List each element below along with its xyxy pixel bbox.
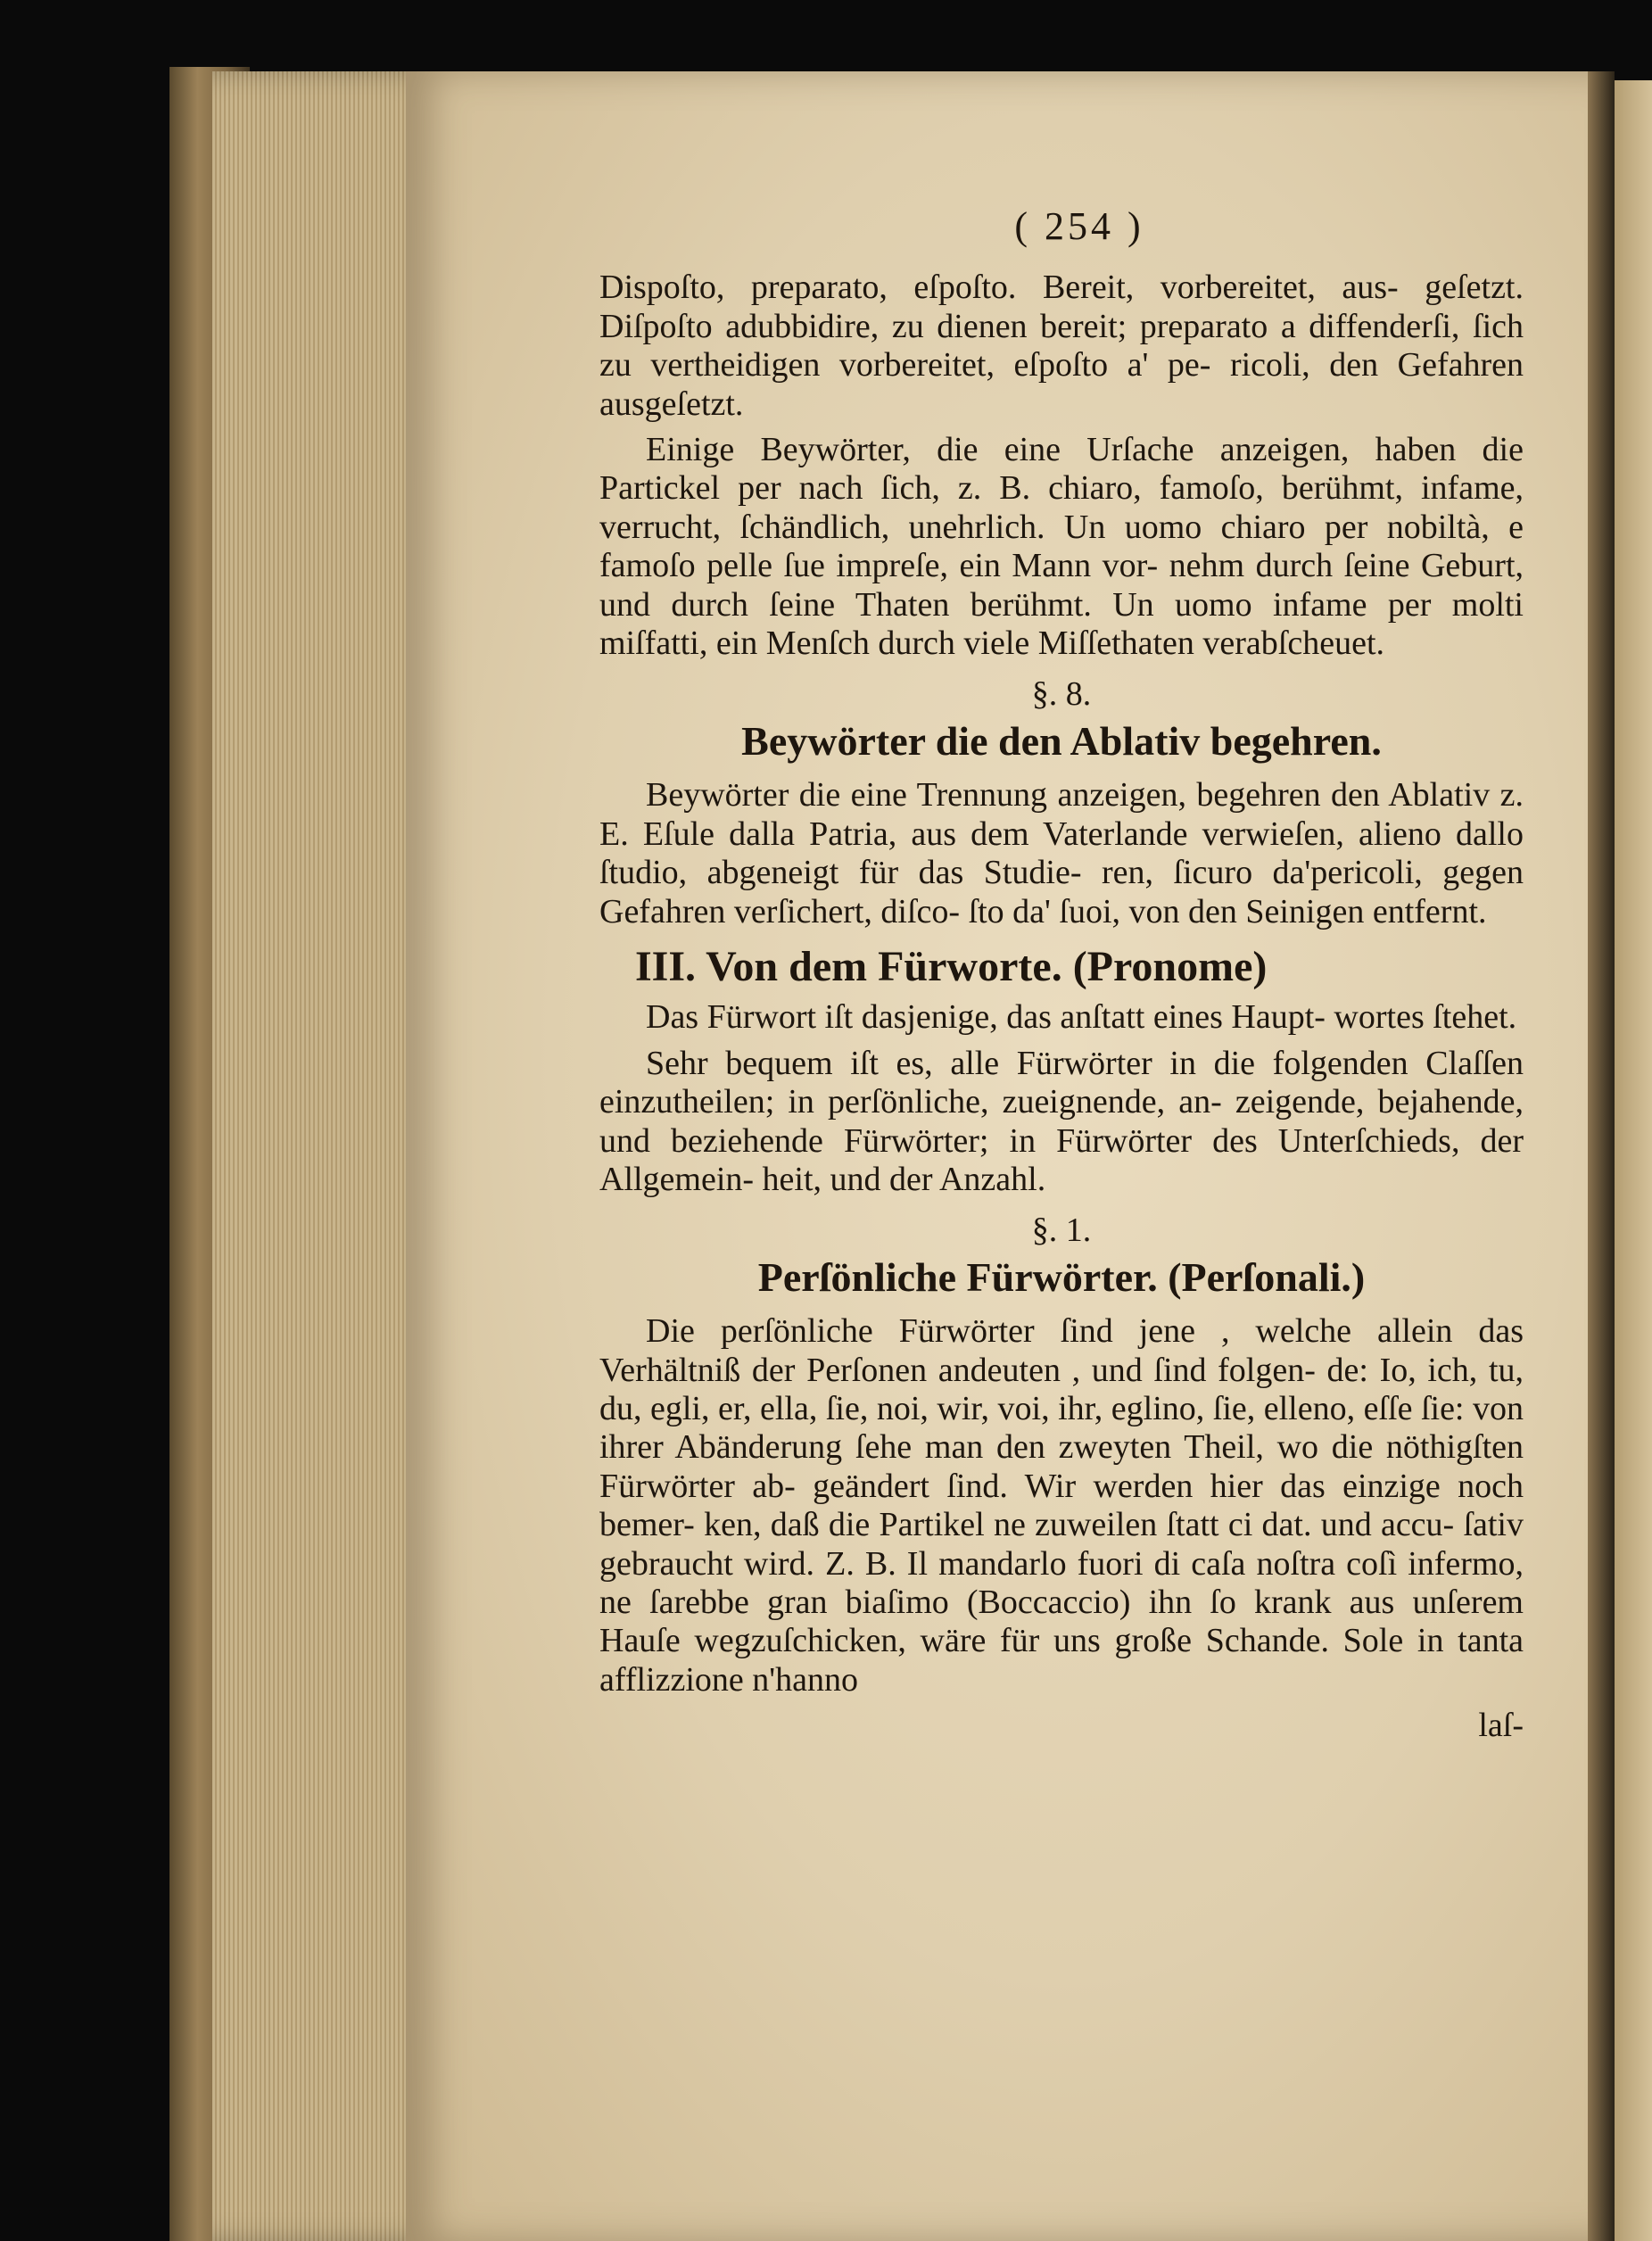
paragraph: Sehr bequem iſt es, alle Fürwörter in die folgenden Claſſen einzutheilen; in perſönliche, zueignende, an- zeigende, bejahende, und beziehende Fürwörter; in Fürwörter des Unterſchieds, der Allgemein- heit, und der Anzahl. — [599, 1044, 1524, 1198]
facing-page-edge — [1615, 80, 1652, 2241]
page-text — [599, 204, 1524, 1746]
chapter-heading: III. Von dem Fürworte. (Pronome) — [635, 942, 1268, 990]
page-header: ( 254 ) — [1014, 204, 1144, 248]
section-number: §. 8. — [1031, 675, 1092, 714]
book-gutter — [1588, 71, 1615, 2241]
paragraph: Einige Beywörter, die eine Urſache anzeigen, haben die Partickel per nach ſich, z. B. chiaro, famoſo, berühmt, infame, verrucht, ſchändlich, unehrlich. Un uomo chiaro per nobiltà, e famoſo pelle ſue impreſe, ein Mann vor- nehm durch ſeine Geburt, und durch ſeine Thaten berühmt. Un uomo infame per molti miſfatti, ein Menſch durch viele Miſſethaten verabſcheuet. — [599, 431, 1524, 663]
section-heading: Perſönliche Fürwörter. (Perſonali.) — [757, 1253, 1366, 1300]
catchword: laſ- — [1478, 1707, 1524, 1745]
paragraph: Beywörter die eine Trennung anzeigen, begehren den Ablativ z. E. Eſule dalla Patria, aus dem Vaterlande verwieſen, alieno dallo ſtudio, abgeneigt für das Studie- ren, ſicuro da'pericoli, gegen Gefahren verſichert, diſco- ſto da' ſuoi, von den Seinigen entfernt. — [599, 776, 1524, 930]
section-number: §. 1. — [1031, 1211, 1092, 1250]
paragraph: Die perſönliche Fürwörter ſind jene , welche allein das Verhältniß der Perſonen andeuten , und ſind folgen- de: Io, ich, tu, du, egli, er, ella, ſie, noi, wir, voi, ihr, eglino, ſie, elleno, eſſe ſie: von ihrer Abänderung ſehe man den zweyten Theil, wo die nöthigſten Fürwörter ab- geändert ſind. Wir werden hier das einzige noch bemer- ken, daß die Partikel ne zuweilen ſtatt ci dat. und accu- ſativ gebraucht wird. Z. B. Il mandarlo fuori di caſa noſtra coſì infermo, ne ſarebbe gran biaſimo (Boccaccio) ihn ſo krank aus unſerem Hauſe wegzuſchicken, wäre für uns große Schande. Sole in tanta afflizzione n'hanno — [599, 1312, 1524, 1699]
section-heading: Beywörter die den Ablativ begehren. — [741, 717, 1382, 764]
paragraph: Dispoſto, preparato, eſpoſto. Bereit, vorbereitet, aus- geſetzt. Diſpoſto adubbidire, zu dienen bereit; preparato a diffenderſi, ſich zu vertheidigen vorbereitet, eſpoſto a' pe- ricoli, den Gefahren ausgeſetzt. — [599, 269, 1524, 423]
paragraph: Das Fürwort iſt dasjenige, das anſtatt eines Haupt- wortes ſtehet. — [646, 998, 1517, 1037]
